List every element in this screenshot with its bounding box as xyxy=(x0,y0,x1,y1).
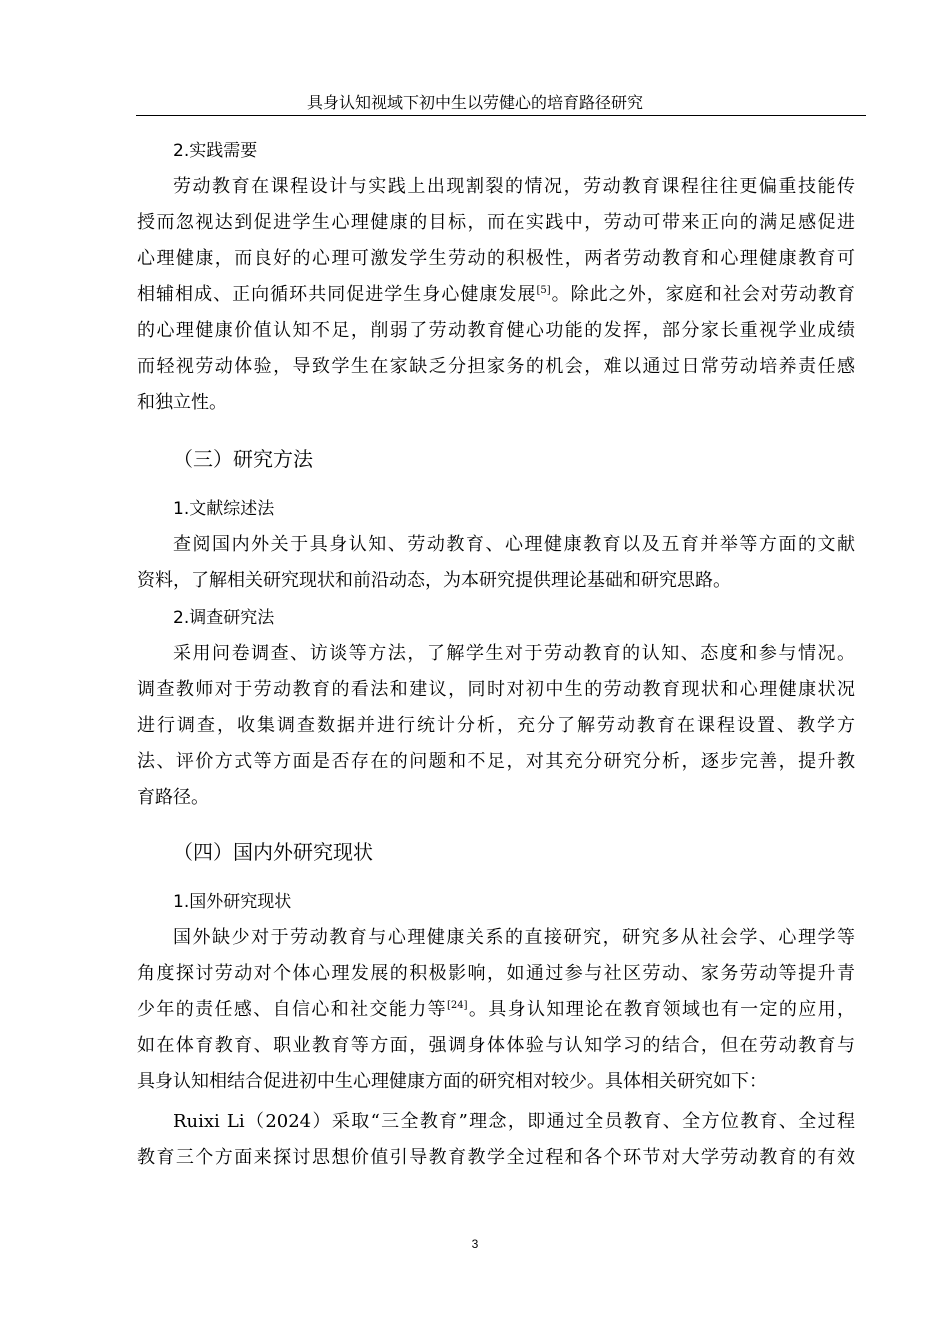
paragraph-text: 。除此之外，家庭和社会对劳动教育 xyxy=(550,284,855,305)
paragraph-line-with-citation xyxy=(137,997,855,1023)
paragraph-line: 资料，了解相关研究现状和前沿动态，为本研究提供理论基础和研究思路。 xyxy=(137,570,731,591)
citation-ref: [5] xyxy=(536,285,551,296)
paragraph-line: 劳动教育在课程设计与实践上出现割裂的情况，劳动教育课程往往更偏重技能传 xyxy=(173,176,855,197)
paragraph-line: 国外缺少对于劳动教育与心理健康关系的直接研究，研究多从社会学、心理学等 xyxy=(173,927,855,948)
paragraph-line: 具身认知相结合促进初中生心理健康方面的研究相对较少。具体相关研究如下： xyxy=(137,1071,767,1092)
section-heading-methods: （三）研究方法 xyxy=(173,447,313,471)
paragraph-line: 法、评价方式等方面是否存在的问题和不足，对其充分研究分析，逐步完善，提升教 xyxy=(137,751,855,772)
paragraph-line: 授而忽视达到促进学生心理健康的目标，而在实践中，劳动可带来正向的满足感促进 xyxy=(137,212,855,233)
running-header-title: 具身认知视域下初中生以劳健心的培育路径研究 xyxy=(306,93,643,112)
paragraph-line: 而轻视劳动体验，导致学生在家缺乏分担家务的机会，难以通过日常劳动培养责任感 xyxy=(137,356,855,377)
section-heading-research-status: （四）国内外研究现状 xyxy=(173,840,373,864)
paragraph-line: 心理健康，而良好的心理可激发学生劳动的积极性，两者劳动教育和心理健康教育可 xyxy=(137,248,855,269)
paragraph-line: 角度探讨劳动对个体心理发展的积极影响，如通过参与社区劳动、家务劳动等提升青 xyxy=(137,963,855,984)
page-number: 3 xyxy=(471,1237,479,1251)
paragraph-text: 相辅相成、正向循环共同促进学生身心健康发展 xyxy=(137,284,537,305)
paragraph-line: Ruixi Li（2024）采取“三全教育”理念，即通过全员教育、全方位教育、全过程 xyxy=(173,1111,855,1132)
paragraph-line: 查阅国内外关于具身认知、劳动教育、心理健康教育以及五育并举等方面的文献 xyxy=(173,534,855,555)
subheading-literature-review: 1.文献综述法 xyxy=(173,499,275,519)
citation-ref: [24] xyxy=(446,1000,468,1011)
paragraph-line: 教育三个方面来探讨思想价值引导教育教学全过程和各个环节对大学劳动教育的有效 xyxy=(137,1147,855,1168)
paragraph-line: 和独立性。 xyxy=(137,392,227,413)
paragraph-text: 少年的责任感、自信心和社交能力等 xyxy=(137,999,447,1020)
paragraph-line: 调查教师对于劳动教育的看法和建议，同时对初中生的劳动教育现状和心理健康状况 xyxy=(137,679,855,700)
paragraph-line: 采用问卷调查、访谈等方法，了解学生对于劳动教育的认知、态度和参与情况。 xyxy=(173,643,855,664)
paragraph-line: 如在体育教育、职业教育等方面，强调身体体验与认知学习的结合，但在劳动教育与 xyxy=(137,1035,855,1056)
header-divider xyxy=(136,115,866,116)
paragraph-line: 进行调查，收集调查数据并进行统计分析，充分了解劳动教育在课程设置、教学方 xyxy=(137,715,855,736)
subheading-practice-need: 2.实践需要 xyxy=(173,141,258,161)
subheading-survey-research: 2.调查研究法 xyxy=(173,608,275,628)
paragraph-line-with-citation xyxy=(137,282,855,308)
subheading-foreign-research: 1.国外研究现状 xyxy=(173,892,292,912)
paragraph-line: 的心理健康价值认知不足，削弱了劳动教育健心功能的发挥，部分家长重视学业成绩 xyxy=(137,320,855,341)
paragraph-line: 育路径。 xyxy=(137,787,209,808)
paragraph-text: 。具身认知理论在教育领域也有一定的应用， xyxy=(467,999,855,1020)
